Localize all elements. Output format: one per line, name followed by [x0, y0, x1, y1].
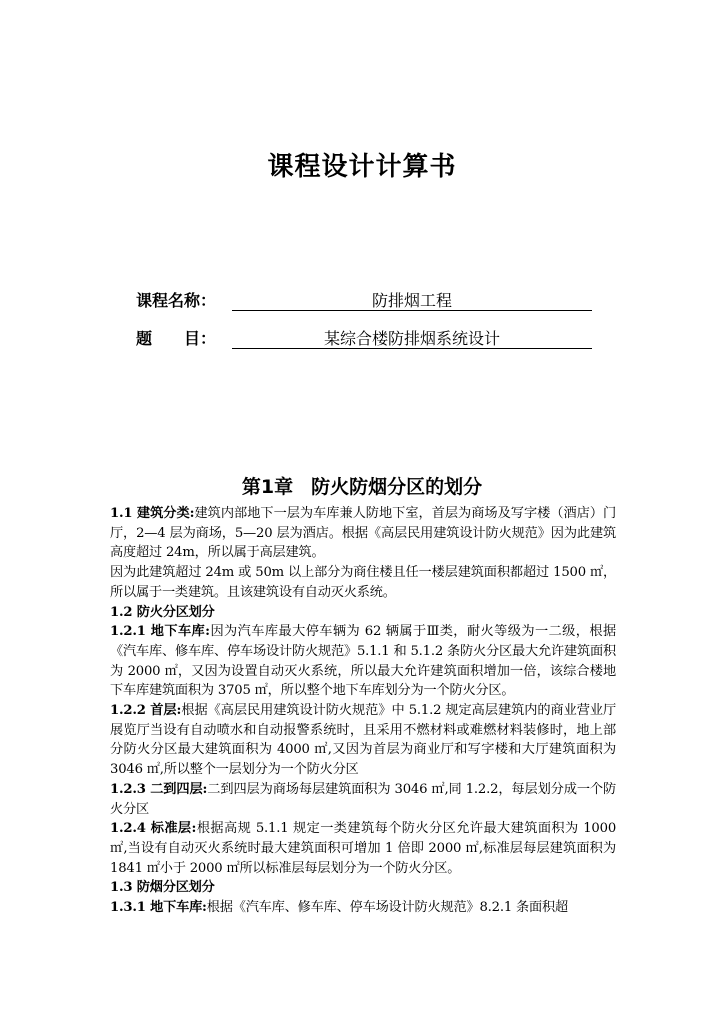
- paragraph: [110, 563, 616, 602]
- document-title: 课程设计计算书: [267, 152, 457, 182]
- paragraph: [110, 701, 616, 780]
- section-heading: 1.3 防烟分区划分: [110, 880, 215, 896]
- section-text: 因为汽车库最大停车辆为 62 辆属于Ⅲ类，耐火等级为一二级，根据《汽车库、修车库、停车场设计防火规范》5.1.1 和 5.1.2 条防火分区最大允许建筑面积为 2000 ㎡，又因为设置自动灭火系统，所以最大允许建筑面积增加一倍，该综合楼地下车库建筑面积为 3705 ㎡，所以整个地下车库划分为一个防火分区。: [110, 624, 616, 699]
- paragraph: [110, 504, 616, 563]
- course-name-value: 防排烟工程: [232, 288, 592, 311]
- section-heading: 1.2 防火分区划分: [110, 604, 215, 620]
- section-heading: 1.2.1 地下车库:: [110, 624, 210, 640]
- paragraph: [110, 819, 616, 878]
- paragraph: [110, 780, 616, 819]
- section-heading: 1.3.1 地下车库:: [110, 900, 207, 916]
- paragraph: [110, 898, 616, 918]
- section-heading: 1.2.4 标准层:: [110, 821, 197, 837]
- section-text: 根据《汽车库、修车库、停车场设计防火规范》8.2.1 条面积超: [206, 900, 568, 916]
- section-text: 二到四层为商场每层建筑面积为 3046 ㎡,同 1.2.2，每层划分成一个防火分区: [110, 781, 616, 817]
- paragraph: [110, 878, 616, 898]
- course-name-label: 课程名称：: [136, 291, 217, 310]
- chapter-body: [110, 504, 616, 918]
- section-heading: 1.2.3 二到四层:: [110, 781, 208, 797]
- topic-label: 题 目：: [136, 329, 217, 348]
- topic-value: 某综合楼防排烟系统设计: [232, 326, 592, 349]
- chapter-title: 防火防烟分区的划分: [311, 476, 483, 498]
- section-text: 因为此建筑超过 24m 或 50m 以上部分为商住楼且任一楼层建筑面积都超过 1500 ㎡，所以属于一类建筑。且该建筑设有自动灭火系统。: [110, 565, 616, 600]
- paragraph: [110, 603, 616, 623]
- section-text: 根据高规 5.1.1 规定一类建筑每个防火分区允许最大建筑面积为 1000 ㎡,当设有自动灭火系统时最大建筑面积可增加 1 倍即 2000 ㎡,标准层每层建筑面积为 1841 ㎡小于 2000 ㎡所以标准层每层划分为一个防火分区。: [110, 821, 617, 876]
- section-heading: 1.1 建筑分类:: [110, 506, 195, 521]
- paragraph: [110, 622, 616, 701]
- section-text: 根据《高层民用建筑设计防火规范》中 5.1.2 规定高层建筑内的商业营业厅展览厅当设有自动喷水和自动报警系统时，且采用不燃材料或难燃材料装修时，地上部分防火分区最大建筑面积为 4000 ㎡,又因为首层为商业厅和写字楼和大厅建筑面积为 3046 ㎡,所以整个一层划分为一个防火分区: [110, 703, 616, 778]
- section-heading: 1.2.2 首层:: [110, 703, 182, 719]
- section-text: 建筑内部地下一层为车库兼人防地下室，首层为商场及写字楼（酒店）门厅，2—4 层为商场，5—20 层为酒店。根据《高层民用建筑设计防火规范》因为此建筑高度超过 24m，所以属于高层建筑。: [110, 506, 616, 561]
- chapter-heading: [0, 472, 724, 499]
- chapter-number: 第1章: [241, 476, 294, 498]
